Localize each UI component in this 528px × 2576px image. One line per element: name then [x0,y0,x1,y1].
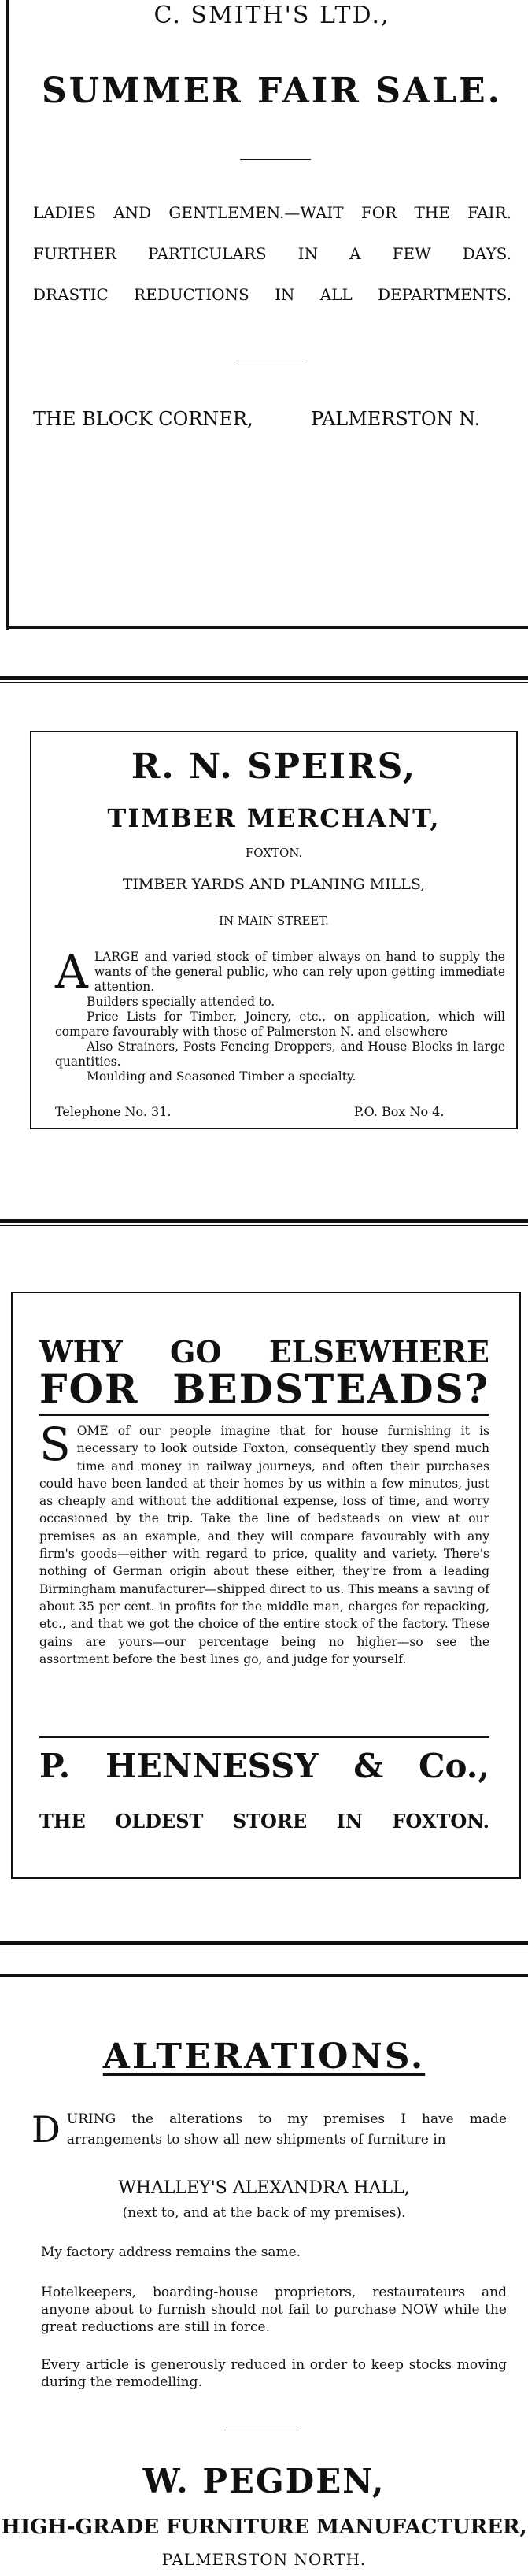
smith-bottom-border [6,626,528,629]
hennessy-body-text: OME of our people imagine that for house furnishing it is necessary to look outside Foxton, consequently they spend much time and money in railway journeys, and often their purchases could have been landed at their homes by us within a few minutes, just as cheaply and without the additional expense, loss of time, and worry occasioned by the trip. Take the line of bedsteads on view at our premises as an example, and they will compare favourably with any firm's goods—either with regard to price, quality and variety. There's nothing of German origin about these either, they're from a leading Birmingham manufacturer—shipped direct to us. This means a saving of about 35 per cent. in profits for the middle man, charges for repacking, etc., and that we got the choice of the entire stock of the factory. These gains are yours—our percentage being no higher—so see the assortment before the best lines go, and judge for yourself. [39,1424,489,1666]
speirs-telephone: Telephone No. 31. [55,1104,172,1119]
separator-2-thin [0,1225,528,1226]
smith-line-3: DRASTIC REDUCTIONS IN ALL DEPARTMENTS. [33,285,511,304]
pegden-intro [31,2109,507,2150]
hennessy-advert [0,1260,528,1890]
smith-advert [0,0,528,630]
hennessy-headline-1: WHY GO ELSEWHERE [39,1334,489,1370]
separator-3 [0,1941,528,1945]
separator-1-thin [0,682,528,683]
speirs-para-1: LARGE and varied stock of timber always on hand to supply the wants of the general public, who can rely upon getting immediate attention. [94,950,505,994]
hennessy-headline-rule [39,1414,489,1416]
pegden-factory: My factory address remains the same. [41,2244,301,2260]
hennessy-dropcap: S [39,1418,71,1471]
smith-line-2: FURTHER PARTICULARS IN A FEW DAYS. [33,244,511,263]
hennessy-headline-2: FOR BEDSTEADS? [39,1366,489,1412]
smith-headline: SUMMER FAIR SALE. [42,71,502,111]
pegden-name: W. PEGDEN, [142,2462,386,2500]
pegden-hotel: Hotelkeepers, boarding-house proprietors, restaurateurs and anyone about to furnish should not fail to purchase NOW while the great reductions are still in force. [41,2285,507,2335]
pegden-hall: WHALLEY'S ALEXANDRA HALL, [118,2178,410,2198]
pegden-advert [0,1969,528,2576]
smith-divider-1 [240,159,311,160]
hennessy-divider [39,1736,489,1738]
smith-left-border [6,0,9,630]
pegden-reduced: Every article is generously reduced in order to keep stocks moving during the remodelling. [41,2357,507,2390]
speirs-body [55,945,505,1084]
pegden-hall-note: (next to, and at the back of my premises). [122,2205,406,2221]
speirs-yards: TIMBER YARDS AND PLANING MILLS, [122,876,426,893]
pegden-top-rule [0,1974,528,1977]
speirs-dropcap: A [55,945,88,999]
speirs-para-4: Also Strainers, Posts Fencing Droppers, and House Blocks in large quantities. [55,1040,505,1069]
hennessy-tagline: THE OLDEST STORE IN FOXTON. [39,1810,489,1833]
speirs-para-5: Moulding and Seasoned Timber a specialty. [87,1069,356,1084]
smith-line-1: LADIES AND GENTLEMEN.—WAIT FOR THE FAIR. [33,203,511,222]
hennessy-body [39,1418,489,1668]
speirs-name: R. N. SPEIRS, [131,747,417,787]
separator-2 [0,1219,528,1223]
separator-1 [0,676,528,680]
speirs-advert [0,709,528,1181]
hennessy-firm: P. HENNESSY & Co., [39,1747,489,1785]
pegden-town: PALMERSTON NORTH. [161,2550,367,2569]
speirs-trade: TIMBER MERCHANT, [107,803,441,833]
pegden-headline: ALTERATIONS. [102,2037,426,2077]
speirs-para-2: Builders specially attended to. [87,995,275,1009]
smith-company: C. SMITH'S LTD., [153,2,390,29]
pegden-trade: HIGH-GRADE FURNITURE MANUFACTURER, [1,2515,527,2539]
pegden-dropcap: D [31,2108,61,2151]
speirs-para-3: Price Lists for Timber, Joinery, etc., on application, which will compare favourably with those of Palmerston N. and elsewhere [55,1010,505,1039]
smith-address-right: PALMERSTON N. [311,408,481,430]
pegden-intro-text: URING the alterations to my premises I have made arrangements to show all new shipments of furniture in [66,2111,507,2148]
speirs-street: IN MAIN STREET. [219,914,329,928]
smith-address-left: THE BLOCK CORNER, [33,408,253,430]
speirs-pobox: P.O. Box No 4. [354,1104,445,1119]
speirs-town: FOXTON. [245,846,303,860]
